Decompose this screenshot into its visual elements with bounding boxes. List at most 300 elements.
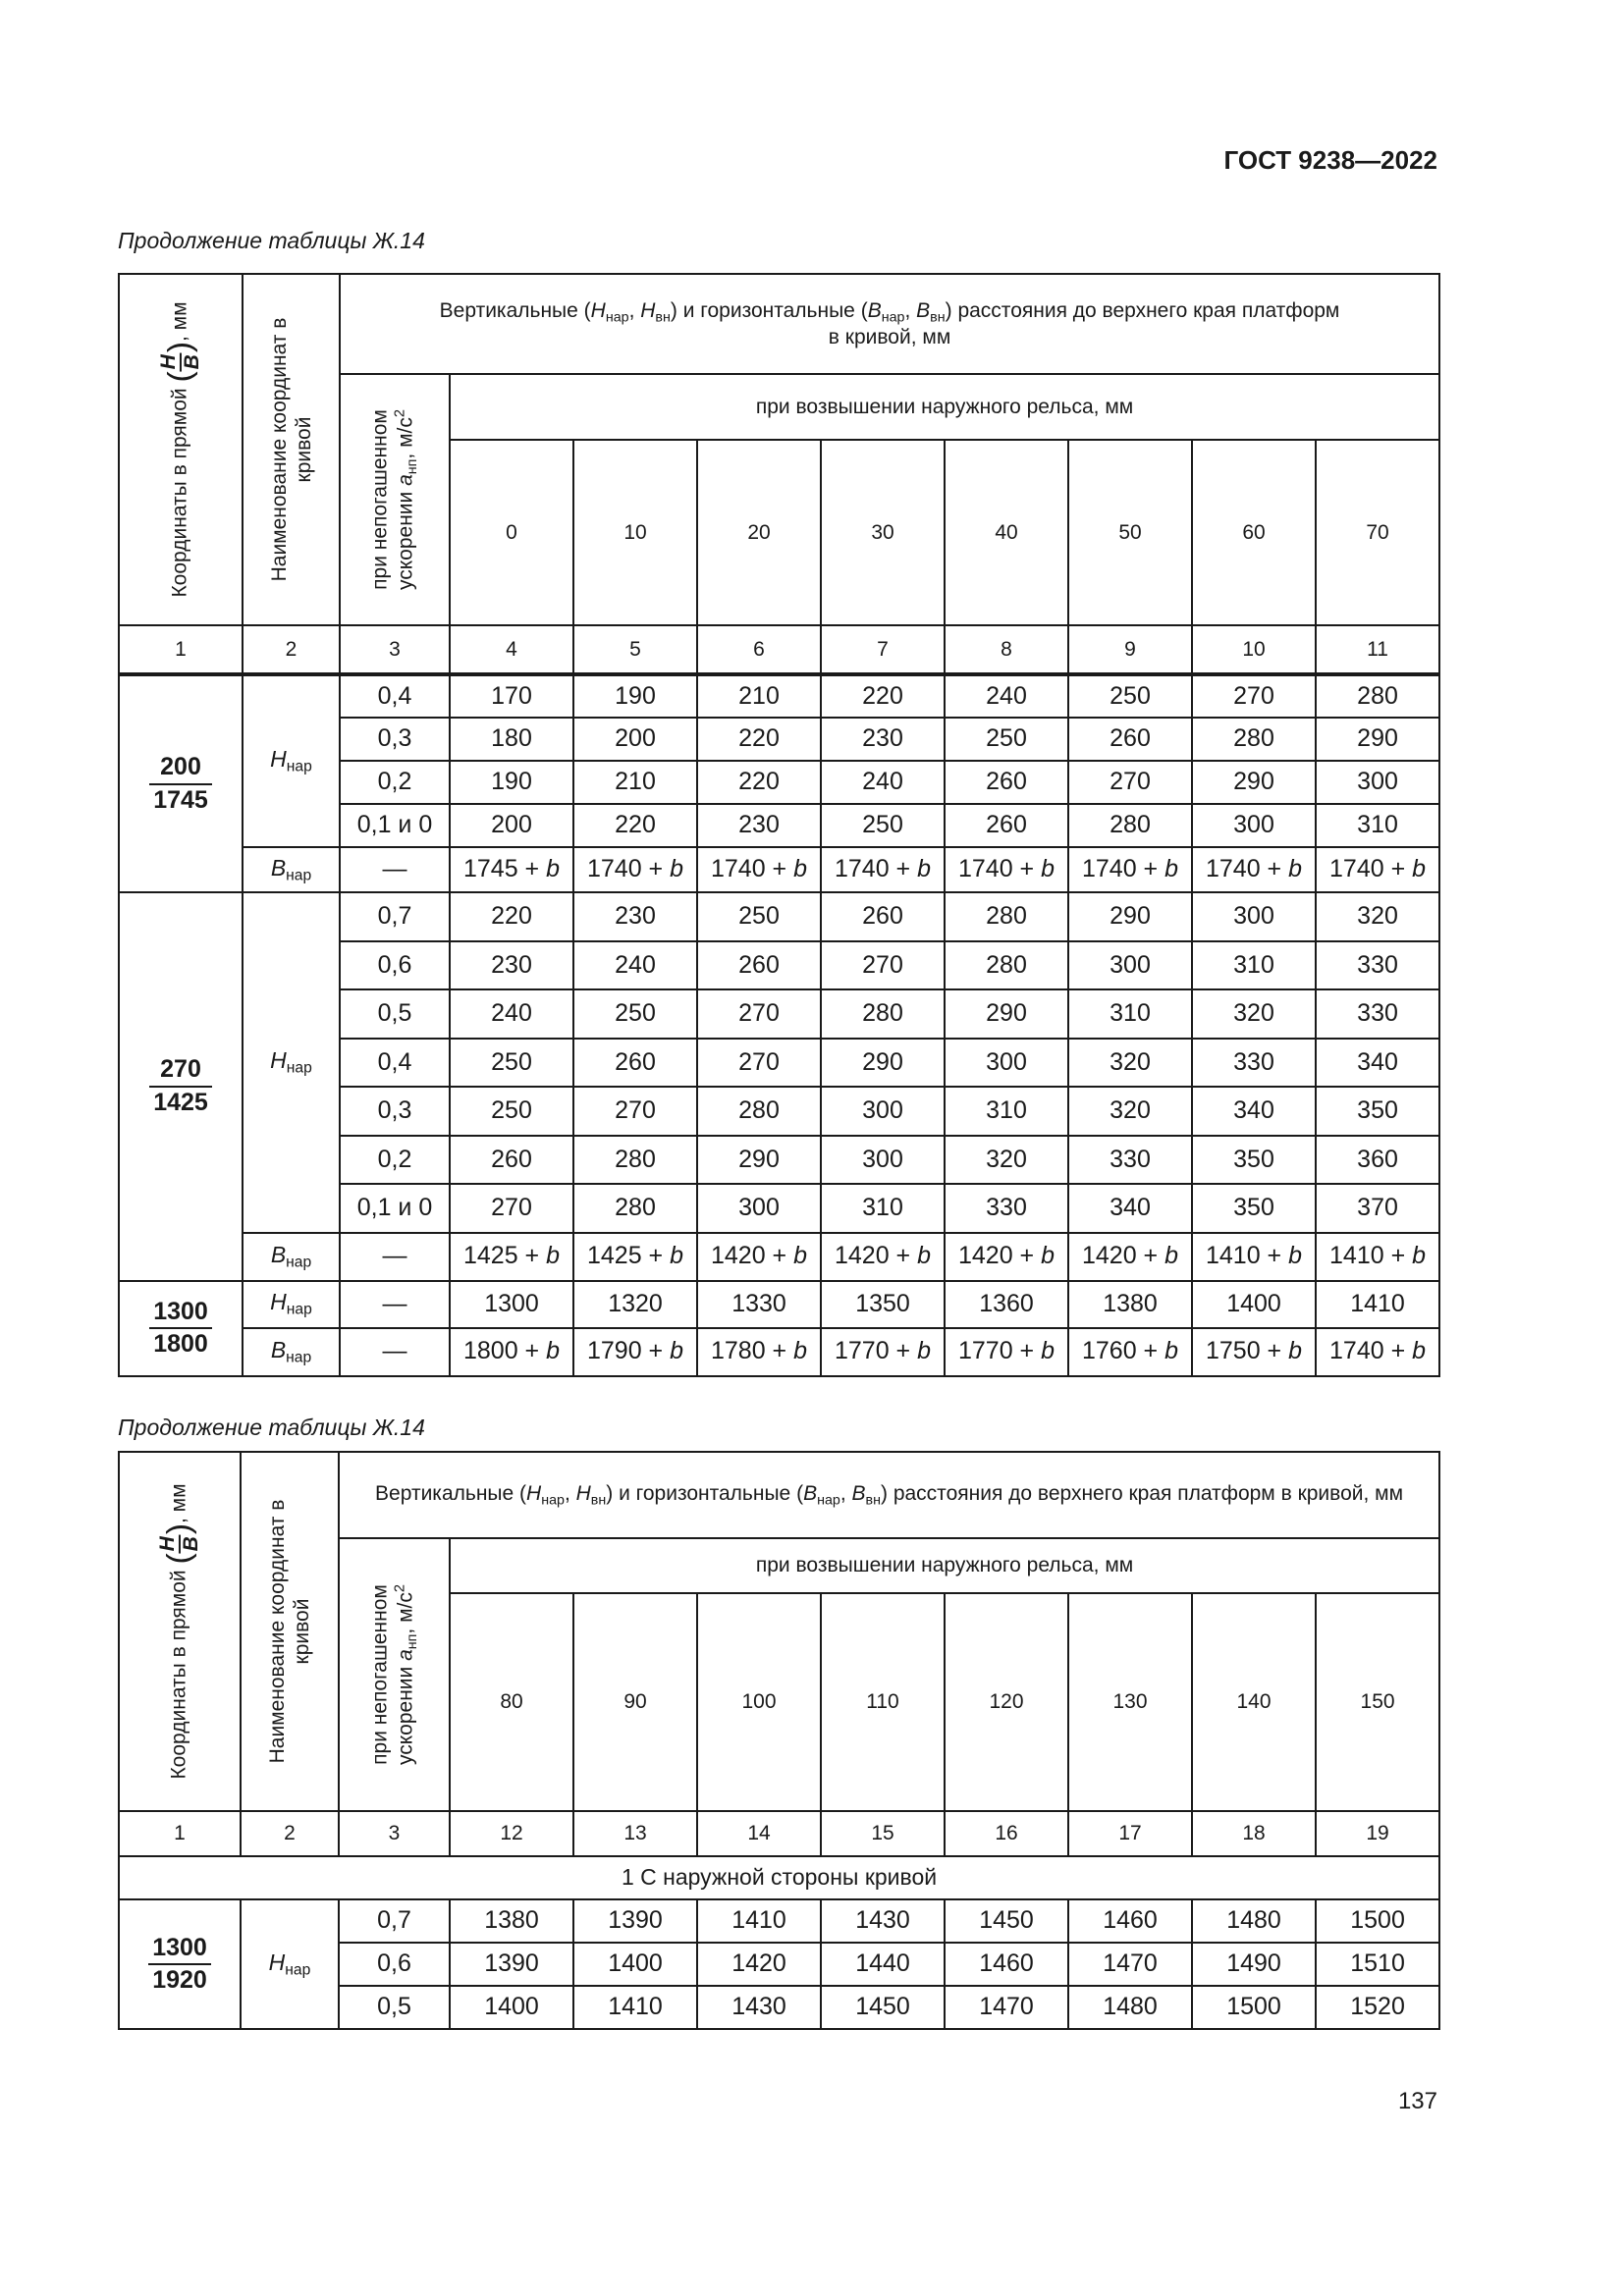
value-cell bbox=[1068, 674, 1192, 718]
value-cell bbox=[697, 1039, 821, 1088]
value-cell bbox=[1192, 1899, 1316, 1943]
fraction-denominator: 1425 bbox=[153, 1088, 208, 1116]
value-text: 240 bbox=[986, 681, 1027, 710]
value-cell bbox=[821, 674, 945, 718]
value-cell bbox=[450, 1233, 573, 1281]
value-text: 320 bbox=[1110, 1096, 1151, 1124]
value-text: 250 bbox=[986, 724, 1027, 753]
value-cell bbox=[821, 847, 945, 892]
value-cell bbox=[573, 1986, 697, 2029]
elevation-header: 120 bbox=[945, 1593, 1068, 1811]
value-text: 240 bbox=[862, 768, 903, 796]
value-text: 1500 bbox=[1350, 1906, 1405, 1935]
elevation-header: 60 bbox=[1192, 440, 1316, 625]
value-cell bbox=[697, 1136, 821, 1185]
column-number: 18 bbox=[1192, 1811, 1316, 1856]
value-text: 1800 + bbox=[462, 1337, 547, 1365]
value-text: 280 bbox=[862, 999, 903, 1027]
table-row bbox=[119, 674, 1439, 718]
value-cell bbox=[1192, 1136, 1316, 1185]
b-variable: b bbox=[793, 1337, 807, 1365]
value-cell bbox=[1068, 1087, 1192, 1136]
value-text: 290 bbox=[738, 1145, 780, 1173]
column-number: 12 bbox=[450, 1811, 573, 1856]
value-text: 350 bbox=[1233, 1145, 1274, 1173]
value-cell bbox=[1068, 847, 1192, 892]
column-number: 6 bbox=[697, 625, 821, 674]
value-cell bbox=[697, 1233, 821, 1281]
value-cell bbox=[1068, 1943, 1192, 1986]
value-cell bbox=[945, 847, 1068, 892]
value-text: 1770 + bbox=[957, 1337, 1042, 1365]
column-number: 13 bbox=[573, 1811, 697, 1856]
accel-value: 0,6 bbox=[339, 1943, 450, 1986]
b-variable: b bbox=[546, 855, 560, 883]
value-cell bbox=[697, 1087, 821, 1136]
accel-value: 0,5 bbox=[339, 1986, 450, 2029]
value-cell bbox=[945, 1899, 1068, 1943]
value-text: 1380 bbox=[1103, 1289, 1158, 1317]
column-number: 14 bbox=[697, 1811, 821, 1856]
value-text: 1450 bbox=[979, 1906, 1034, 1935]
value-text: 270 bbox=[738, 999, 780, 1027]
value-cell bbox=[450, 1328, 573, 1376]
coord-fraction-1300-1800 bbox=[119, 1281, 243, 1376]
value-cell bbox=[1316, 1087, 1439, 1136]
value-text: 280 bbox=[986, 950, 1027, 979]
value-cell bbox=[1316, 892, 1439, 941]
value-text: 350 bbox=[1357, 1096, 1398, 1124]
elevation-header: 50 bbox=[1068, 440, 1192, 625]
b-variable: b bbox=[1412, 855, 1427, 883]
value-cell bbox=[821, 1328, 945, 1376]
table2-section-label: 1 С наружной стороны кривой bbox=[119, 1856, 1439, 1899]
value-cell bbox=[697, 989, 821, 1039]
value-text: 1410 bbox=[608, 1993, 663, 2021]
value-cell bbox=[1068, 1986, 1192, 2029]
value-cell bbox=[1192, 1087, 1316, 1136]
value-text: 250 bbox=[491, 1096, 532, 1124]
value-cell bbox=[573, 989, 697, 1039]
value-cell bbox=[697, 1328, 821, 1376]
value-cell bbox=[697, 674, 821, 718]
column-number: 16 bbox=[945, 1811, 1068, 1856]
coord-subscript: нар bbox=[286, 1254, 312, 1271]
value-cell bbox=[1316, 718, 1439, 761]
value-cell bbox=[450, 674, 573, 718]
table-row bbox=[119, 892, 1439, 941]
value-text: 170 bbox=[491, 681, 532, 710]
value-text: 1410 + bbox=[1205, 1242, 1289, 1270]
value-text: 300 bbox=[1357, 768, 1398, 796]
table2-top-header: Вертикальные ($H_{нар}$, $H_{вн}$) и горизонтальные ($B_{нар}$, $B_{вн}$) расстояния до верхнего края платформ в кривой, мм bbox=[339, 1452, 1439, 1538]
fraction-denominator: 1745 bbox=[153, 785, 208, 814]
value-text: 250 bbox=[738, 902, 780, 930]
value-text: 1320 bbox=[608, 1289, 663, 1317]
value-text: 290 bbox=[986, 999, 1027, 1027]
value-cell bbox=[945, 718, 1068, 761]
value-cell bbox=[450, 1136, 573, 1185]
value-cell bbox=[573, 1328, 697, 1376]
value-cell bbox=[573, 1136, 697, 1185]
value-text: 260 bbox=[491, 1145, 532, 1173]
value-cell bbox=[945, 989, 1068, 1039]
value-text: 260 bbox=[986, 811, 1027, 839]
value-cell bbox=[1316, 989, 1439, 1039]
value-text: 290 bbox=[1233, 768, 1274, 796]
value-cell bbox=[1068, 989, 1192, 1039]
elevation-header: 140 bbox=[1192, 1593, 1316, 1811]
value-text: 230 bbox=[862, 724, 903, 753]
value-text: 260 bbox=[986, 768, 1027, 796]
coord-subscript: нар bbox=[286, 1059, 312, 1077]
value-text: 1780 + bbox=[710, 1337, 794, 1365]
accel-value: 0,3 bbox=[340, 1087, 450, 1136]
value-text: 330 bbox=[1110, 1145, 1151, 1173]
elevation-header: 100 bbox=[697, 1593, 821, 1811]
coord-letter: B bbox=[270, 1241, 287, 1267]
value-text: 1430 bbox=[855, 1906, 910, 1935]
value-text: 300 bbox=[1233, 811, 1274, 839]
value-text: 320 bbox=[1357, 902, 1398, 930]
value-text: 1450 bbox=[855, 1993, 910, 2021]
elevation-header: 10 bbox=[573, 440, 697, 625]
value-cell bbox=[697, 1184, 821, 1233]
value-cell bbox=[945, 1136, 1068, 1185]
column-number: 1 bbox=[119, 625, 243, 674]
value-text: 1460 bbox=[1103, 1906, 1158, 1935]
value-cell bbox=[1316, 1039, 1439, 1088]
fraction-denominator: 1920 bbox=[152, 1966, 207, 1994]
value-cell bbox=[945, 1328, 1068, 1376]
table2-sub-header: при возвышении наружного рельса, мм bbox=[450, 1538, 1439, 1593]
coord-label-b-nar bbox=[243, 847, 340, 892]
b-variable: b bbox=[1164, 855, 1178, 883]
value-cell bbox=[821, 718, 945, 761]
value-cell bbox=[821, 1087, 945, 1136]
value-cell bbox=[450, 1943, 573, 1986]
coord-fraction-200-1745 bbox=[119, 674, 243, 892]
table-row bbox=[119, 1281, 1439, 1328]
table2-col1-header: Координаты в прямой ( H B ), мм bbox=[119, 1452, 241, 1811]
value-cell bbox=[1068, 1899, 1192, 1943]
value-cell bbox=[821, 892, 945, 941]
value-cell bbox=[697, 847, 821, 892]
coord-letter: H bbox=[270, 746, 287, 773]
column-number: 3 bbox=[340, 625, 450, 674]
accel-value: 0,2 bbox=[340, 1136, 450, 1185]
elevation-header: 110 bbox=[821, 1593, 945, 1811]
value-text: 270 bbox=[862, 950, 903, 979]
value-text: 330 bbox=[1357, 999, 1398, 1027]
value-text: 290 bbox=[862, 1047, 903, 1076]
accel-value: 0,7 bbox=[340, 892, 450, 941]
value-cell bbox=[1068, 1136, 1192, 1185]
value-text: 300 bbox=[1233, 902, 1274, 930]
value-text: 330 bbox=[986, 1194, 1027, 1221]
table1-top-header: Вертикальные ($H_{нар}$, $H_{вн}$) и горизонтальные ($B_{нар}$, $B_{вн}$) расстояния до верхнего края платформ в кривой, мм bbox=[340, 274, 1439, 374]
value-cell bbox=[573, 892, 697, 941]
value-cell bbox=[1316, 804, 1439, 847]
value-cell bbox=[697, 1281, 821, 1328]
coord-subscript: нар bbox=[286, 1301, 312, 1318]
b-variable: b bbox=[1412, 1242, 1427, 1270]
value-cell bbox=[1316, 1899, 1439, 1943]
value-cell bbox=[1068, 1328, 1192, 1376]
elevation-header: 40 bbox=[945, 440, 1068, 625]
b-variable: b bbox=[1041, 1242, 1055, 1270]
value-text: 1740 + bbox=[834, 855, 918, 883]
value-cell bbox=[697, 1943, 821, 1986]
value-text: 340 bbox=[1233, 1096, 1274, 1124]
value-text: 210 bbox=[615, 768, 656, 796]
value-cell bbox=[1192, 892, 1316, 941]
value-cell bbox=[945, 761, 1068, 804]
column-number: 2 bbox=[243, 625, 340, 674]
value-cell bbox=[573, 847, 697, 892]
value-text: 300 bbox=[986, 1047, 1027, 1076]
value-cell bbox=[1068, 892, 1192, 941]
value-cell bbox=[1068, 1233, 1192, 1281]
value-text: 230 bbox=[491, 950, 532, 979]
value-cell bbox=[573, 761, 697, 804]
value-text: 310 bbox=[1233, 950, 1274, 979]
accel-value: 0,5 bbox=[340, 989, 450, 1039]
value-cell bbox=[945, 1233, 1068, 1281]
value-text: 240 bbox=[615, 950, 656, 979]
value-text: 320 bbox=[986, 1145, 1027, 1173]
value-text: 250 bbox=[862, 811, 903, 839]
value-cell bbox=[450, 847, 573, 892]
elevation-header: 90 bbox=[573, 1593, 697, 1811]
accel-value: — bbox=[340, 847, 450, 892]
value-cell bbox=[821, 1184, 945, 1233]
value-cell bbox=[1068, 941, 1192, 990]
coord-letter: B bbox=[270, 1336, 287, 1362]
b-variable: b bbox=[670, 1242, 683, 1270]
column-number: 3 bbox=[339, 1811, 450, 1856]
b-variable: b bbox=[1288, 1242, 1302, 1270]
value-cell bbox=[573, 1087, 697, 1136]
value-cell bbox=[945, 941, 1068, 990]
value-text: 1510 bbox=[1350, 1949, 1405, 1978]
column-number: 15 bbox=[821, 1811, 945, 1856]
value-text: 1480 bbox=[1226, 1906, 1281, 1935]
value-text: 260 bbox=[615, 1047, 656, 1076]
value-text: 220 bbox=[738, 724, 780, 753]
value-text: 270 bbox=[615, 1096, 656, 1124]
column-number: 17 bbox=[1068, 1811, 1192, 1856]
value-text: 220 bbox=[738, 768, 780, 796]
coord-label-b-nar bbox=[243, 1328, 340, 1376]
value-text: 1400 bbox=[608, 1949, 663, 1978]
value-cell bbox=[1316, 847, 1439, 892]
value-cell bbox=[1316, 1233, 1439, 1281]
value-text: 1425 + bbox=[462, 1242, 547, 1270]
value-text: 210 bbox=[738, 681, 780, 710]
value-cell bbox=[573, 1184, 697, 1233]
elevation-header: 130 bbox=[1068, 1593, 1192, 1811]
value-cell bbox=[821, 1233, 945, 1281]
value-cell bbox=[450, 761, 573, 804]
value-cell bbox=[450, 718, 573, 761]
value-cell bbox=[573, 1233, 697, 1281]
value-text: 300 bbox=[738, 1194, 780, 1221]
b-variable: b bbox=[917, 1242, 931, 1270]
value-cell bbox=[821, 761, 945, 804]
value-text: 310 bbox=[1110, 999, 1151, 1027]
value-cell bbox=[1192, 941, 1316, 990]
value-text: 230 bbox=[738, 811, 780, 839]
value-cell bbox=[945, 1184, 1068, 1233]
value-cell bbox=[1192, 1943, 1316, 1986]
value-cell bbox=[450, 989, 573, 1039]
value-text: 320 bbox=[1110, 1047, 1151, 1076]
value-cell bbox=[1192, 989, 1316, 1039]
table-row bbox=[119, 1328, 1439, 1376]
value-text: 180 bbox=[491, 724, 532, 753]
value-cell bbox=[1068, 761, 1192, 804]
value-text: 220 bbox=[491, 902, 532, 930]
column-number: 11 bbox=[1316, 625, 1439, 674]
value-text: 1390 bbox=[608, 1906, 663, 1935]
coord-letter: H bbox=[270, 1046, 287, 1073]
coord-subscript: нар bbox=[286, 1349, 312, 1366]
table2-col3-header: при непогашенном ускорении $a_{нп}$, $м/с^2$ bbox=[339, 1538, 450, 1811]
value-cell bbox=[945, 804, 1068, 847]
column-number: 8 bbox=[945, 625, 1068, 674]
accel-value: 0,1 и 0 bbox=[340, 1184, 450, 1233]
value-cell bbox=[450, 892, 573, 941]
table-row bbox=[119, 1233, 1439, 1281]
value-cell bbox=[573, 718, 697, 761]
value-text: 1425 + bbox=[586, 1242, 671, 1270]
value-text: 1745 + bbox=[462, 855, 547, 883]
value-text: 220 bbox=[862, 681, 903, 710]
value-cell bbox=[1068, 1184, 1192, 1233]
value-cell bbox=[1192, 1328, 1316, 1376]
value-text: 330 bbox=[1357, 950, 1398, 979]
value-cell bbox=[697, 804, 821, 847]
value-text: 270 bbox=[1233, 681, 1274, 710]
value-text: 270 bbox=[1110, 768, 1151, 796]
value-text: 190 bbox=[491, 768, 532, 796]
value-text: 1790 + bbox=[586, 1337, 671, 1365]
value-text: 230 bbox=[615, 902, 656, 930]
value-text: 1470 bbox=[979, 1993, 1034, 2021]
column-number: 10 bbox=[1192, 625, 1316, 674]
table1-col1-header: Координаты в прямой ( H B ), мм bbox=[119, 274, 243, 625]
value-text: 1330 bbox=[731, 1289, 786, 1317]
value-text: 280 bbox=[738, 1096, 780, 1124]
table1-col3-header: при непогашенном ускорении $a_{нп}$, $м/с^2$ bbox=[340, 374, 450, 625]
b-variable: b bbox=[1041, 855, 1055, 883]
value-cell bbox=[1192, 1233, 1316, 1281]
value-cell bbox=[450, 1039, 573, 1088]
elevation-header: 20 bbox=[697, 440, 821, 625]
fraction-numerator: 1300 bbox=[149, 1299, 212, 1330]
coord-label-h-nar bbox=[243, 892, 340, 1233]
value-text: 1490 bbox=[1226, 1949, 1281, 1978]
column-number: 7 bbox=[821, 625, 945, 674]
fraction-numerator: 270 bbox=[149, 1056, 212, 1088]
b-variable: b bbox=[1412, 1337, 1427, 1365]
table2-col2-header: Наименование координат в кривой bbox=[241, 1452, 339, 1811]
value-text: 190 bbox=[615, 681, 656, 710]
value-cell bbox=[945, 1087, 1068, 1136]
value-cell bbox=[1316, 1136, 1439, 1185]
b-variable: b bbox=[793, 1242, 807, 1270]
accel-value: 0,1 и 0 bbox=[340, 804, 450, 847]
value-cell bbox=[821, 989, 945, 1039]
value-text: 1360 bbox=[979, 1289, 1034, 1317]
value-text: 370 bbox=[1357, 1194, 1398, 1221]
b-variable: b bbox=[670, 1337, 683, 1365]
value-cell bbox=[821, 1899, 945, 1943]
table-row bbox=[119, 847, 1439, 892]
table2-caption: Продолжение таблицы Ж.14 bbox=[118, 1415, 425, 1440]
value-cell bbox=[1316, 1184, 1439, 1233]
value-text: 1470 bbox=[1103, 1949, 1158, 1978]
value-cell bbox=[821, 1943, 945, 1986]
value-text: 360 bbox=[1357, 1145, 1398, 1173]
value-text: 1430 bbox=[731, 1993, 786, 2021]
fraction-denominator: 1800 bbox=[153, 1330, 208, 1358]
value-cell bbox=[450, 1184, 573, 1233]
accel-value: 0,3 bbox=[340, 718, 450, 761]
b-variable: b bbox=[1164, 1242, 1178, 1270]
value-text: 1740 + bbox=[957, 855, 1042, 883]
value-text: 280 bbox=[615, 1194, 656, 1221]
value-cell bbox=[697, 718, 821, 761]
value-cell bbox=[1068, 804, 1192, 847]
value-cell bbox=[1316, 674, 1439, 718]
elevation-header: 70 bbox=[1316, 440, 1439, 625]
value-cell bbox=[1192, 847, 1316, 892]
value-text: 1410 + bbox=[1329, 1242, 1413, 1270]
value-text: 330 bbox=[1233, 1047, 1274, 1076]
coord-letter: H bbox=[270, 1289, 287, 1315]
value-cell bbox=[1316, 941, 1439, 990]
value-cell bbox=[1192, 804, 1316, 847]
value-text: 1380 bbox=[484, 1906, 539, 1935]
value-text: 280 bbox=[1233, 724, 1274, 753]
value-cell bbox=[1316, 1281, 1439, 1328]
value-text: 1760 + bbox=[1081, 1337, 1165, 1365]
value-cell bbox=[945, 1986, 1068, 2029]
accel-value: 0,7 bbox=[339, 1899, 450, 1943]
value-text: 220 bbox=[615, 811, 656, 839]
value-text: 200 bbox=[491, 811, 532, 839]
value-text: 1420 + bbox=[834, 1242, 918, 1270]
value-cell bbox=[450, 1281, 573, 1328]
table1-col2-header: Наименование координат в кривой bbox=[243, 274, 340, 625]
value-cell bbox=[821, 1039, 945, 1088]
coord-letter: B bbox=[270, 854, 287, 881]
value-cell bbox=[945, 1281, 1068, 1328]
value-text: 280 bbox=[986, 902, 1027, 930]
value-cell bbox=[1316, 1986, 1439, 2029]
value-text: 1740 + bbox=[1329, 855, 1413, 883]
value-cell bbox=[1068, 1039, 1192, 1088]
value-text: 1420 + bbox=[710, 1242, 794, 1270]
value-cell bbox=[697, 761, 821, 804]
value-cell bbox=[697, 1899, 821, 1943]
value-text: 1740 + bbox=[1329, 1337, 1413, 1365]
value-text: 350 bbox=[1233, 1194, 1274, 1221]
value-text: 1750 + bbox=[1205, 1337, 1289, 1365]
value-text: 260 bbox=[738, 950, 780, 979]
